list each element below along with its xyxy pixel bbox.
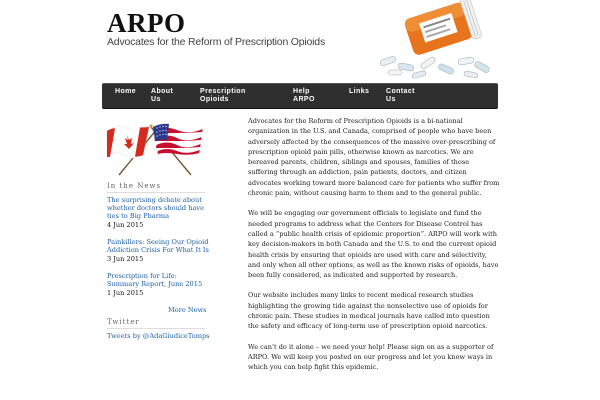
news-link-3[interactable] — [107, 272, 211, 288]
nav-home[interactable] — [115, 88, 136, 96]
more-news-link[interactable]: More News — [168, 306, 207, 314]
main-navigation — [102, 83, 498, 109]
capsules — [379, 55, 490, 78]
research-paragraph: Our website includes many links to recent medical research studies highlighting the growing tide against the nonselective use of opioids for chronic pain. These studies in medical journals have called into question the safety and efficacy of long-term use of prescription opioid narcotics. — [248, 291, 490, 331]
nav-prescription-opioids-label-1: Prescription — [200, 88, 246, 95]
pill-bottle-image — [368, 0, 500, 80]
nav-prescription-opioids[interactable] — [200, 88, 246, 104]
news-date-2: 3 Jun 2015 — [107, 255, 144, 263]
main-content — [248, 116, 500, 383]
twitter-heading: Twitter — [107, 318, 140, 326]
nav-prescription-opioids-label-2: Opioids — [200, 96, 229, 103]
nav-help-arpo-label-1: Help — [293, 88, 310, 95]
site-tagline: Advocates for the Reform of Prescription Opioids — [107, 36, 326, 48]
news-date-1: 4 Jun 2015 — [107, 221, 144, 229]
call-to-action-paragraph: We can’t do it alone – we need your help! Please sign on as a supporter of ARPO. We will keep you posted on our progress and let you know ways in which you can help fight this epidemic. — [248, 342, 494, 372]
news-link-2[interactable] — [107, 238, 211, 254]
news-date-3: 1 Jun 2015 — [107, 289, 144, 297]
nav-about-us-label-2: Us — [151, 96, 161, 103]
canada-flag — [107, 126, 149, 158]
news-link-3-line-1: Prescription for Life: — [107, 272, 177, 280]
nav-help-arpo-label-2: ARPO — [293, 96, 315, 103]
intro-paragraph: Advocates for the Reform of Prescription Opioids is a bi-national organization in the U.S. and Canada, comprised of people who have been adversely affected by the consequences of the massive over-prescribing of prescription opioid pain pills, otherwise known as narcotics. We are bereaved parents, children, siblings and spouses, families of those suffering through an addiction, pain patients, doctors, and citizen advocates working toward more balanced care for patients who suffer from chronic pain, without causing harm to them and to the general public. — [248, 117, 500, 198]
twitter-divider — [107, 328, 205, 329]
nav-links[interactable] — [349, 88, 369, 96]
nav-contact-us[interactable] — [386, 88, 415, 104]
nav-contact-us-label-2: Us — [386, 96, 396, 103]
government-paragraph: We will be engaging our government officials to legislate and fund the needed programs to address what the Centers for Disease Control has called a “public health crisis of epidemic proportion”. ARPO will work with key decision-makers in both Canada and the U.S. to end the current opioid health crisis by ensuring that opioids are used with care and selectivity, and only when all other options, as well as the known risks of opioids, have been fully considered, as indicated and supported by research. — [248, 209, 499, 280]
usa-flag — [153, 124, 203, 157]
nav-home-label: Home — [115, 88, 137, 95]
news-link-1-line-2: whether doctors should have — [107, 204, 205, 212]
news-link-2-line-2: Addiction Crisis For What It Is — [107, 246, 209, 254]
in-the-news-heading: In the News — [107, 182, 162, 190]
news-link-2-line-1: Painkillers: Seeing Our Opioid — [107, 238, 209, 246]
site-title[interactable]: ARPO — [107, 8, 186, 38]
nav-links-label: Links — [349, 88, 370, 95]
news-divider — [107, 192, 205, 193]
bottle — [403, 0, 483, 58]
news-link-1[interactable] — [107, 196, 211, 220]
nav-about-us-label-1: About — [151, 88, 174, 95]
nav-help-arpo[interactable] — [293, 88, 315, 104]
nav-contact-us-label-1: Contact — [386, 88, 415, 95]
news-link-1-line-3: ties to Big Pharma — [107, 212, 170, 220]
canada-usa-flags-image — [105, 113, 205, 181]
news-link-1-line-1: The surprising debate about — [107, 196, 202, 204]
tweets-link[interactable]: Tweets by @AdaGiudiceTomps — [107, 332, 210, 340]
nav-about-us[interactable] — [151, 88, 173, 104]
news-link-3-line-2: Summary Report, June 2015 — [107, 280, 203, 288]
